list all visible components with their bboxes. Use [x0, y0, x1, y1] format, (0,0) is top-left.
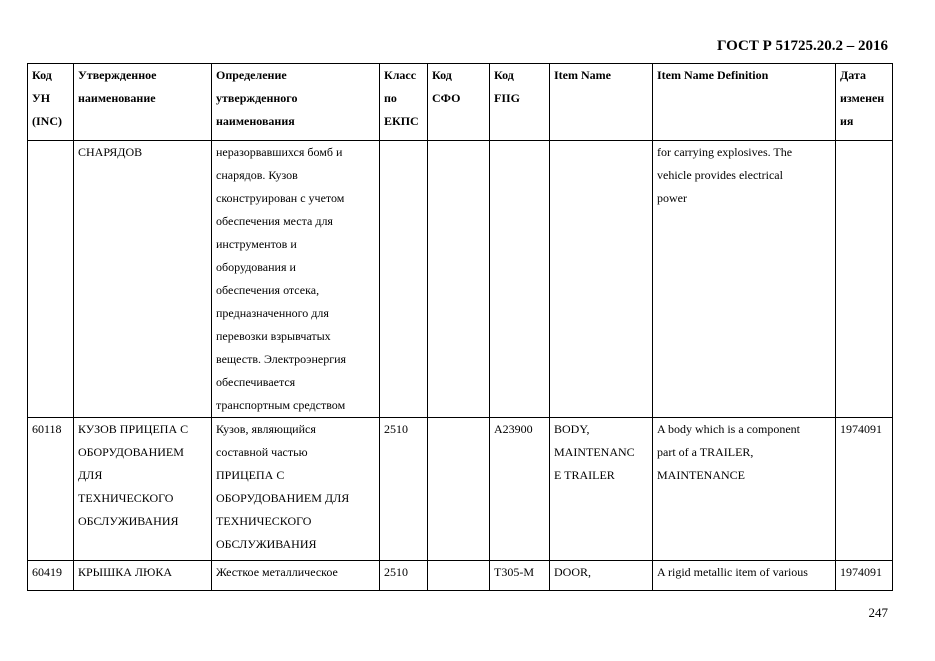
cell-approved-name: КУЗОВ ПРИЦЕПА С ОБОРУДОВАНИЕМ ДЛЯ ТЕХНИЧЕСКОГО ОБСЛУЖИВАНИЯ [74, 418, 212, 561]
cell-item-name [550, 141, 653, 418]
cell-inc [28, 141, 74, 418]
catalog-table [27, 63, 893, 591]
table-row [28, 141, 893, 418]
cell-definition: Жесткое металлическое [212, 561, 380, 591]
header-cell-approved-name: Утвержденное наименование [74, 64, 212, 141]
header-cell-item-name-definition: Item Name Definition [653, 64, 836, 141]
header-cell-inc: Код УН (INC) [28, 64, 74, 141]
cell-sfo-code [428, 561, 490, 591]
header-cell-sfo-code: Код СФО [428, 64, 490, 141]
header-cell-fiig-code: Код FIIG [490, 64, 550, 141]
cell-ekps-class: 2510 [380, 418, 428, 561]
cell-item-name-definition: for carrying explosives. The vehicle provides electrical power [653, 141, 836, 418]
cell-approved-name: СНАРЯДОВ [74, 141, 212, 418]
cell-item-name: DOOR, [550, 561, 653, 591]
cell-change-date: 1974091 [836, 561, 893, 591]
table-row [28, 561, 893, 591]
cell-definition: Кузов, являющийся составной частью ПРИЦЕПА С ОБОРУДОВАНИЕМ ДЛЯ ТЕХНИЧЕСКОГО ОБСЛУЖИВАНИЯ [212, 418, 380, 561]
cell-item-name: BODY, MAINTENANC E TRAILER [550, 418, 653, 561]
cell-fiig-code: A23900 [490, 418, 550, 561]
cell-change-date [836, 141, 893, 418]
cell-sfo-code [428, 141, 490, 418]
header-cell-change-date: Дата изменен ия [836, 64, 893, 141]
cell-approved-name: КРЫШКА ЛЮКА [74, 561, 212, 591]
cell-fiig-code [490, 141, 550, 418]
cell-ekps-class [380, 141, 428, 418]
header-row [28, 64, 893, 141]
table-row [28, 418, 893, 561]
cell-definition: неразорвавшихся бомб и снарядов. Кузов сконструирован с учетом обеспечения места для инструментов и оборудования и обеспечения отсека, предназначенного для перевозки взрывчатых веществ. Электроэнергия обеспечивается транспортным средством [212, 141, 380, 418]
cell-change-date: 1974091 [836, 418, 893, 561]
cell-item-name-definition: A body which is a component part of a TRAILER, MAINTENANCE [653, 418, 836, 561]
cell-fiig-code: T305-M [490, 561, 550, 591]
cell-ekps-class: 2510 [380, 561, 428, 591]
page-number: 247 [868, 605, 888, 620]
cell-inc: 60419 [28, 561, 74, 591]
document-code: ГОСТ Р 51725.20.2 – 2016 [716, 38, 888, 54]
cell-item-name-definition: A rigid metallic item of various [653, 561, 836, 591]
cell-inc: 60118 [28, 418, 74, 561]
cell-sfo-code [428, 418, 490, 561]
header-cell-ekps-class: Класс по ЕКПС [380, 64, 428, 141]
header-cell-item-name: Item Name [550, 64, 653, 141]
header-cell-definition: Определение утвержденного наименования [212, 64, 380, 141]
